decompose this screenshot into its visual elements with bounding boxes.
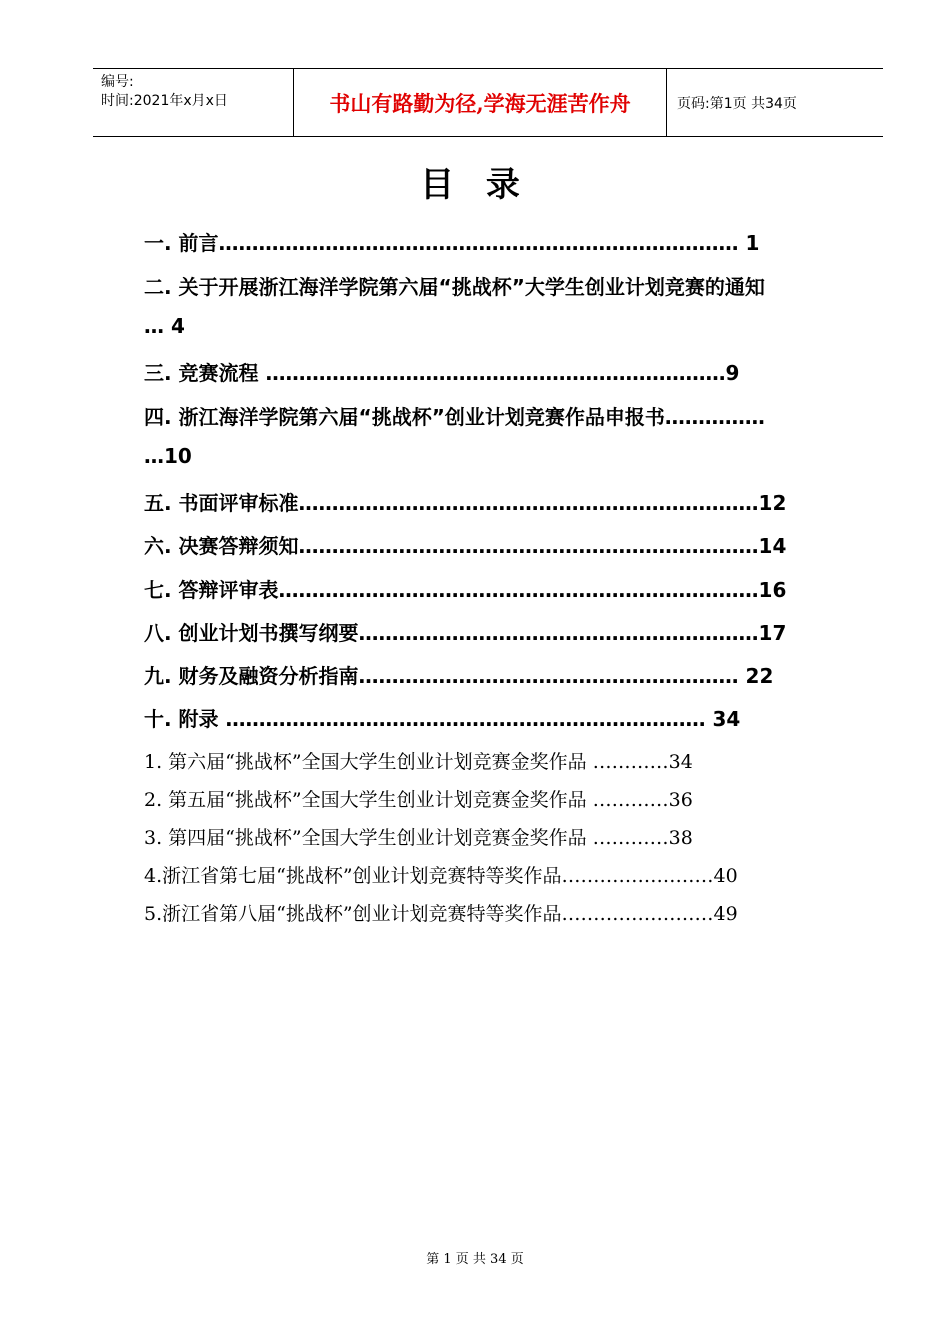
header-meta xyxy=(93,69,294,136)
toc-item-continuation[interactable]: …10 xyxy=(144,444,192,468)
toc-subitem[interactable]: 4.浙江省第七届“挑战杯”创业计划竞赛特等奖作品……………………40 xyxy=(144,865,738,887)
toc-item[interactable]: 七. 答辩评审表………………………………………………………………16 xyxy=(144,578,787,602)
toc-item[interactable]: 六. 决赛答辩须知……………………………………………………………14 xyxy=(144,534,787,558)
time-label: 时间:2021年x月x日 xyxy=(101,93,228,109)
toc-subitem[interactable]: 5.浙江省第八届“挑战杯”创业计划竞赛特等奖作品……………………49 xyxy=(144,903,738,925)
toc-subitem[interactable]: 3. 第四届“挑战杯”全国大学生创业计划竞赛金奖作品 …………38 xyxy=(144,827,693,849)
toc-item[interactable]: 二. 关于开展浙江海洋学院第六届“挑战杯”大学生创业计划竞赛的通知 xyxy=(144,275,765,299)
toc-item[interactable]: 十. 附录 ……………………………………………………………… 34 xyxy=(144,707,741,731)
toc-subitem[interactable]: 1. 第六届“挑战杯”全国大学生创业计划竞赛金奖作品 …………34 xyxy=(144,751,693,773)
toc-item[interactable]: 八. 创业计划书撰写纲要……………………………………………………17 xyxy=(144,621,787,645)
header-page-info: 页码:第1页 共34页 xyxy=(677,95,797,112)
header-motto: 书山有路勤为径,学海无涯苦作舟 xyxy=(294,69,667,136)
toc-item[interactable]: 三. 竞赛流程 ……………………………………………………………9 xyxy=(144,361,740,385)
toc-item[interactable]: 一. 前言…………………………………………………………………… 1 xyxy=(144,231,760,255)
page-footer: 第 1 页 共 34 页 xyxy=(426,1252,524,1267)
page-header xyxy=(93,68,883,137)
toc-item[interactable]: 九. 财务及融资分析指南………………………………………………… 22 xyxy=(144,664,774,688)
toc-subitem[interactable]: 2. 第五届“挑战杯”全国大学生创业计划竞赛金奖作品 …………36 xyxy=(144,789,693,811)
toc-item[interactable]: 五. 书面评审标准……………………………………………………………12 xyxy=(144,491,787,515)
page-title: 目 录 xyxy=(420,165,530,205)
serial-label: 编号: xyxy=(101,74,134,90)
toc-item-continuation[interactable]: … 4 xyxy=(144,314,185,338)
toc-item[interactable]: 四. 浙江海洋学院第六届“挑战杯”创业计划竞赛作品申报书…………… xyxy=(144,405,765,429)
